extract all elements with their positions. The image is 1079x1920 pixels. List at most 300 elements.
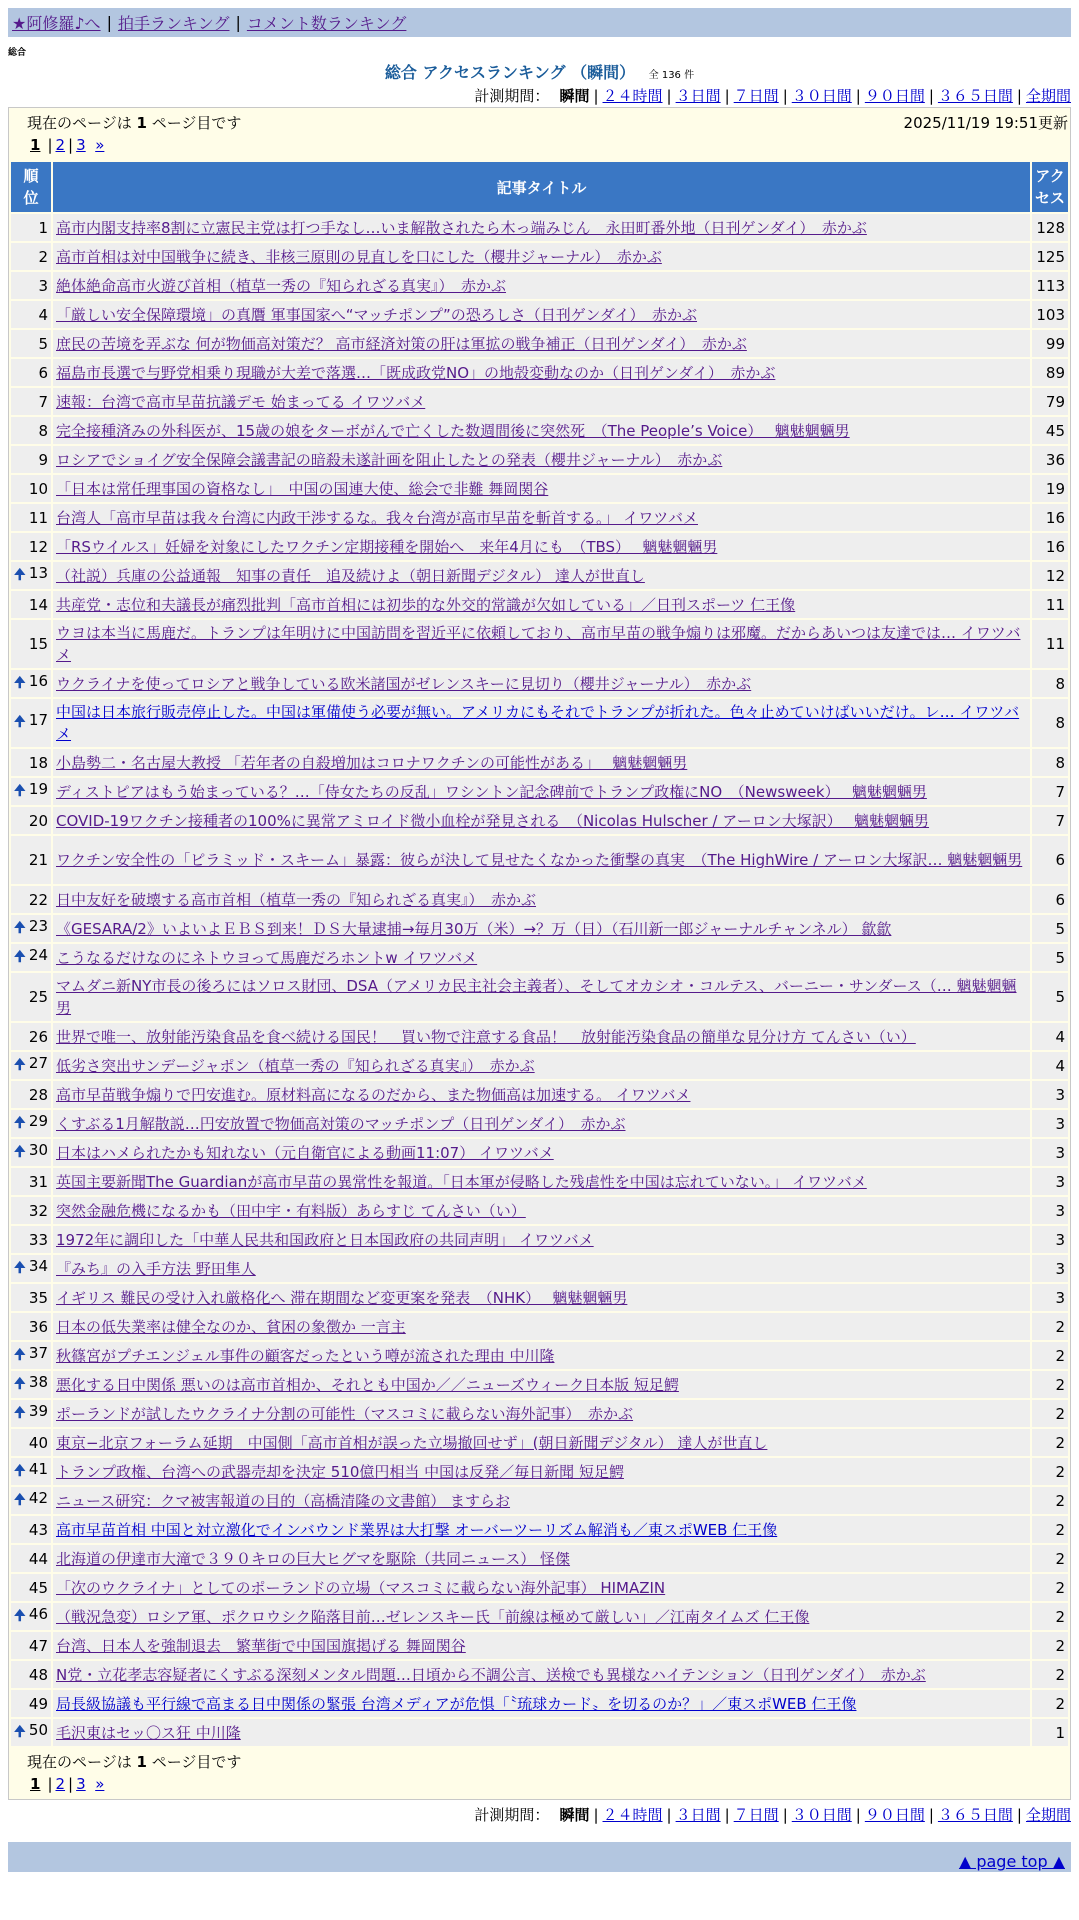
period-separator: | (593, 87, 599, 105)
access-count: 103 (1032, 301, 1068, 328)
title-cell (53, 749, 1030, 776)
rank-up-arrow-icon: 🠉 (14, 1259, 26, 1276)
article-title-link[interactable]: （社説）兵庫の公益通報 知事の責任 追及続けよ（朝日新聞デジタル） 達人が世直し (56, 566, 645, 585)
access-count: 11 (1032, 591, 1068, 618)
title-cell (53, 670, 1030, 697)
rank-up-arrow-icon: 🠉 (14, 1723, 26, 1740)
rank-number: 22 (28, 890, 48, 909)
article-title-link[interactable]: 英国主要新聞The Guardianが高市早苗の異常性を報道。「日本軍が侵略した残虐性を中国は忘れていない。」 イワツバメ (56, 1172, 867, 1191)
nav-separator: | (235, 13, 241, 32)
article-title-link[interactable]: 局長級協議も平行線で高まる日中関係の緊張 台湾メディアが危惧「〝琉球カード〟を切るのか？」／東スポWEB 仁王像 (56, 1694, 857, 1713)
current-page-text: 現在のページは 1 ページ目です (27, 1753, 242, 1771)
access-count: 2 (1032, 1458, 1068, 1485)
rank-up-arrow-icon: 🠉 (14, 1143, 26, 1160)
period-option-link[interactable]: 全期間 (1025, 1806, 1071, 1824)
rank-number: 33 (28, 1230, 48, 1249)
access-count: 2 (1032, 1429, 1068, 1456)
pager-next-link[interactable]: » (95, 136, 105, 154)
period-option-link[interactable]: ７日間 (733, 1806, 779, 1824)
article-title-link[interactable]: 「次のウクライナ」としてのポーランドの立場（マスコミに載らない海外記事） HIMAZIN (56, 1578, 666, 1597)
rank-number: 35 (28, 1288, 48, 1307)
article-title-link[interactable]: ワクチン安全性の「ピラミッド・スキーム」暴露：彼らが決して見せたくなかった衝撃の真実 （The HighWire / アーロン大塚訳… 魑魅魍魎男 (56, 851, 1023, 869)
pager-current: 1 (30, 136, 41, 154)
table-row (11, 1371, 1068, 1398)
rank-number: 47 (28, 1636, 48, 1655)
article-title-link[interactable]: ロシアでショイグ安全保障会議書記の暗殺未遂計画を阻止したとの発表（櫻井ジャーナル） 赤かぶ (56, 450, 723, 469)
access-count: 2 (1032, 1603, 1068, 1630)
article-title-link[interactable]: 速報：台湾で高市早苗抗議デモ 始まってる イワツバメ (56, 392, 426, 411)
rank-number: 40 (28, 1433, 48, 1452)
article-title-link[interactable]: 小島勢二・名古屋大教授 「若年者の自殺増加はコロナワクチンの可能性がある」 魑魅魍魎男 (56, 753, 688, 772)
title-cell (53, 388, 1030, 415)
period-option-current: 瞬間 (559, 87, 590, 105)
access-count: 89 (1032, 359, 1068, 386)
title-cell (53, 1139, 1030, 1166)
access-count: 8 (1032, 670, 1068, 697)
article-title-link[interactable]: 秋篠宮がプチエンジェル事件の顧客だったという噂が流された理由 中川隆 (56, 1346, 555, 1365)
article-title-link[interactable]: 絶体絶命高市火遊び首相（植草一秀の『知られざる真実』） 赤かぶ (56, 276, 507, 295)
table-row (11, 214, 1068, 241)
period-separator: | (928, 1806, 934, 1824)
rank-up-arrow-icon: 🠉 (14, 674, 26, 691)
breadcrumb: 総合 (8, 48, 27, 58)
rank-number: 19 (28, 779, 48, 798)
title-cell (53, 1371, 1030, 1398)
article-title-link[interactable]: COVID-19ワクチン接種者の100%に異常アミロイド微小血栓が発見される （Nicolas Hulscher / アーロン大塚訳） 魑魅魍魎男 (56, 811, 930, 830)
rank-cell (11, 1313, 51, 1340)
period-option-link[interactable]: ３６５日間 (937, 1806, 1013, 1824)
article-title-link[interactable]: 台湾、日本人を強制退去 繁華街で中国国旗掲げる 舞岡関谷 (56, 1636, 466, 1655)
rank-cell (11, 1458, 51, 1485)
rank-number: 46 (28, 1604, 48, 1623)
title-cell (53, 1429, 1030, 1456)
title-cell (53, 1197, 1030, 1224)
access-count: 4 (1032, 1023, 1068, 1050)
rank-number: 14 (28, 595, 48, 614)
title-cell (53, 1603, 1030, 1630)
rank-up-arrow-icon: 🠉 (14, 1607, 26, 1624)
article-title-link[interactable]: ウクライナを使ってロシアと戦争している欧米諸国がゼレンスキーに見切り（櫻井ジャーナル） 赤かぶ (56, 674, 752, 693)
access-count: 2 (1032, 1371, 1068, 1398)
rank-number: 48 (28, 1665, 48, 1684)
table-row (11, 1458, 1068, 1485)
table-row (11, 1342, 1068, 1369)
article-title-link[interactable]: 「日本は常任理事国の資格なし」 中国の国連大使、総会で非難 舞岡関谷 (56, 479, 549, 498)
rank-cell (11, 1632, 51, 1659)
access-count: 16 (1032, 504, 1068, 531)
pager-page-link[interactable]: 3 (76, 136, 86, 154)
rank-cell (11, 699, 51, 747)
table-row (11, 417, 1068, 444)
rank-cell (11, 1110, 51, 1137)
period-option-link[interactable]: ３日間 (675, 87, 721, 105)
access-count: 2 (1032, 1400, 1068, 1427)
article-title-link[interactable]: イギリス 難民の受け入れ厳格化へ 滞在期間など変更案を発表 （NHK） 魑魅魍魎男 (56, 1288, 628, 1307)
access-count: 5 (1032, 915, 1068, 942)
access-count: 2 (1032, 1487, 1068, 1514)
table-row (11, 1661, 1068, 1688)
table-row (11, 749, 1068, 776)
access-count: 16 (1032, 533, 1068, 560)
article-title-link[interactable]: 世界で唯一、放射能汚染食品を食べ続ける国民！ 買い物で注意する食品！ 放射能汚染食品の簡単な見分け方 てんさい（い） (56, 1027, 916, 1046)
article-title-link[interactable]: 毛沢東はセッ〇ス狂 中川隆 (56, 1723, 241, 1742)
rank-cell (11, 1023, 51, 1050)
period-separator: | (666, 87, 672, 105)
period-option-current: 瞬間 (559, 1806, 590, 1824)
access-count: 5 (1032, 973, 1068, 1021)
rank-number: 10 (28, 479, 48, 498)
title-cell (53, 1284, 1030, 1311)
table-row (11, 591, 1068, 618)
pager-page-link[interactable]: 2 (55, 1775, 66, 1793)
table-row (11, 1197, 1068, 1224)
access-count: 11 (1032, 620, 1068, 668)
ranking-box (8, 107, 1071, 1800)
access-count: 2 (1032, 1342, 1068, 1369)
table-row (11, 1139, 1068, 1166)
rank-number: 21 (28, 851, 48, 869)
rank-cell (11, 973, 51, 1021)
table-row (11, 1168, 1068, 1195)
rank-number: 50 (28, 1720, 48, 1739)
title-cell (53, 778, 1030, 805)
title-cell (53, 1255, 1030, 1282)
rank-number: 17 (28, 711, 48, 729)
title-cell (53, 1632, 1030, 1659)
access-count: 36 (1032, 446, 1068, 473)
article-title-link[interactable]: 庶民の苦境を弄ぶな 何が物価高対策だ？ 高市経済対策の肝は軍拡の戦争補正（日刊ゲンダイ） 赤かぶ (56, 334, 747, 353)
rank-cell (11, 591, 51, 618)
rank-up-arrow-icon: 🠉 (14, 566, 26, 583)
rank-number: 23 (28, 916, 48, 935)
rank-cell (11, 1400, 51, 1427)
current-page-text: 現在のページは 1 ページ目です (27, 114, 242, 132)
comment-ranking-link[interactable]: コメント数ランキング (246, 14, 407, 33)
period-option-link[interactable]: 全期間 (1025, 87, 1071, 105)
title-cell (53, 562, 1030, 589)
title-cell (53, 1487, 1030, 1514)
rank-up-arrow-icon: 🠉 (14, 1462, 26, 1479)
rank-number: 27 (28, 1053, 48, 1072)
access-count: 113 (1032, 272, 1068, 299)
rank-up-arrow-icon: 🠉 (14, 1404, 26, 1421)
article-title-link[interactable]: こうなるだけなのにネトウヨって馬鹿だろホントw イワツバメ (56, 948, 478, 967)
title-cell (53, 1719, 1030, 1746)
period-separator: | (724, 1806, 730, 1824)
footer-bar (8, 1842, 1071, 1872)
article-title-link[interactable]: 『みち』の入手方法 野田隼人 (56, 1259, 256, 1278)
article-title-link[interactable]: ウヨは本当に馬鹿だ。トランプは年明けに中国訪問を習近平に依頼しており、高市早苗の戦争煽りは邪魔。だからあいつは友達では… イワツバメ (56, 624, 1021, 664)
article-title-link[interactable]: 「厳しい安全保障環境」の真贋 軍事国家へ“マッチポンプ”の恐ろしさ（日刊ゲンダイ） 赤かぶ (56, 305, 698, 324)
access-count: 7 (1032, 778, 1068, 805)
title-cell (53, 214, 1030, 241)
rank-number: 45 (28, 1578, 48, 1597)
article-title-link[interactable]: 日本の低失業率は健全なのか、貧困の象徴か 一言主 (56, 1317, 406, 1336)
title-cell (53, 591, 1030, 618)
title-cell (53, 1110, 1030, 1137)
rank-up-arrow-icon: 🠉 (14, 1375, 26, 1392)
period-separator: | (782, 87, 788, 105)
table-row (11, 699, 1068, 747)
access-count: 3 (1032, 1255, 1068, 1282)
rank-number: 31 (28, 1172, 48, 1191)
pager-top (26, 134, 1070, 156)
access-count: 2 (1032, 1632, 1068, 1659)
article-title-link[interactable]: 悪化する日中関係 悪いのは高市首相か、それとも中国か／／ニューズウィーク日本版 短足鰐 (56, 1375, 679, 1394)
period-option-link[interactable]: ９０日間 (864, 1806, 925, 1824)
article-title-link[interactable]: 東京−北京フォーラム延期 中国側「高市首相が誤った立場撤回せず」(朝日新聞デジタル） 達人が世直し (56, 1433, 768, 1452)
table-row (11, 620, 1068, 668)
title-cell (53, 446, 1030, 473)
article-title-link[interactable]: 完全接種済みの外科医が、15歳の娘をターボがんで亡くした数週間後に突然死 （The People’s Voice） 魑魅魍魎男 (56, 421, 850, 440)
rank-cell (11, 243, 51, 270)
rank-cell (11, 915, 51, 942)
table-row (11, 915, 1068, 942)
applause-ranking-link[interactable]: 拍手ランキング (117, 14, 230, 33)
rank-up-arrow-icon: 🠉 (14, 1114, 26, 1131)
rank-number: 44 (28, 1549, 48, 1568)
rank-number: 9 (38, 450, 48, 469)
article-title-link[interactable]: 中国は日本旅行販売停止した。中国は軍備使う必要が無い。アメリカにもそれでトランプが折れた。色々止めていけばいいだけ。レ… イワツバメ (56, 703, 1020, 743)
rank-cell (11, 1371, 51, 1398)
rank-cell (11, 1516, 51, 1543)
rank-number: 2 (38, 247, 48, 266)
table-row (11, 562, 1068, 589)
rank-cell (11, 1139, 51, 1166)
table-row (11, 1400, 1068, 1427)
rank-cell (11, 1081, 51, 1108)
rank-cell (11, 1255, 51, 1282)
period-option-link[interactable]: ３６５日間 (937, 87, 1013, 105)
table-row (11, 388, 1068, 415)
rank-number: 41 (28, 1459, 48, 1478)
article-title-link[interactable]: 共産党・志位和夫議長が痛烈批判「高市首相には初歩的な外交的常識が欠如している」／日刊スポーツ 仁王像 (56, 595, 796, 614)
access-count: 6 (1032, 886, 1068, 913)
title-cell (53, 1023, 1030, 1050)
rank-number: 25 (28, 988, 48, 1006)
access-count: 8 (1032, 749, 1068, 776)
period-separator: | (724, 87, 730, 105)
title-cell (53, 1574, 1030, 1601)
rank-cell (11, 1284, 51, 1311)
rank-cell (11, 330, 51, 357)
rank-cell (11, 301, 51, 328)
table-row (11, 886, 1068, 913)
rank-number: 15 (28, 635, 48, 653)
article-title-link[interactable]: 《GESARA/2》いよいよＥＢＳ到来！ＤＳ大量逮捕→毎月30万（米）→？万（日）（石川新一郎ジャーナルチャンネル） 歙歙 (56, 919, 892, 938)
access-count: 128 (1032, 214, 1068, 241)
article-title-link[interactable]: 日本はハメられたかも知れない（元自衛官による動画11:07） イワツバメ (56, 1143, 554, 1162)
access-count: 1 (1032, 1719, 1068, 1746)
title-cell (53, 1168, 1030, 1195)
article-title-link[interactable]: ディストピアはもう始まっている？…「侍女たちの反乱」ワシントン記念碑前でトランプ政権にNO （Newsweek） 魑魅魍魎男 (56, 782, 927, 801)
table-row (11, 973, 1068, 1021)
page-title (8, 63, 1071, 83)
table-row (11, 1487, 1068, 1514)
rank-cell (11, 272, 51, 299)
rank-cell (11, 1429, 51, 1456)
access-count: 79 (1032, 388, 1068, 415)
rank-number: 8 (38, 421, 48, 440)
period-option-link[interactable]: ２４時間 (602, 1806, 663, 1824)
access-count: 3 (1032, 1226, 1068, 1253)
article-title-link[interactable]: N党・立花孝志容疑者にくすぶる深刻メンタル問題…日頃から不調公言、送検でも異様なハイテンション（日刊ゲンダイ） 赤かぶ (56, 1665, 926, 1684)
access-count: 3 (1032, 1110, 1068, 1137)
pager-separator: | (47, 136, 53, 154)
table-row (11, 359, 1068, 386)
pager-next-link[interactable]: » (95, 1775, 105, 1793)
article-title-link[interactable]: マムダニ新NY市長の後ろにはソロス財団、DSA（アメリカ民主社会主義者）、そしてオカシオ・コルテス、バーニー・サンダース（… 魑魅魍魎男 (56, 977, 1017, 1017)
table-row (11, 1574, 1068, 1601)
table-row (11, 301, 1068, 328)
period-option-link[interactable]: ３０日間 (791, 87, 852, 105)
access-count: 45 (1032, 417, 1068, 444)
article-title-link[interactable]: ニュース研究：クマ被害報道の目的（高橋清隆の文書館） ますらお (56, 1491, 511, 1510)
access-count: 2 (1032, 1516, 1068, 1543)
period-option-link[interactable]: ７日間 (733, 87, 779, 105)
rank-cell (11, 1052, 51, 1079)
rank-up-arrow-icon: 🠉 (14, 948, 26, 965)
article-title-link[interactable]: 低劣さ突出サンデージャポン（植草一秀の『知られざる真実』） 赤かぶ (56, 1056, 535, 1075)
rank-cell (11, 1603, 51, 1630)
rank-cell (11, 670, 51, 697)
status-bar-top (9, 108, 1070, 160)
rank-cell (11, 388, 51, 415)
period-selector-top (8, 85, 1071, 107)
article-title-link[interactable]: 台湾人「高市早苗は我々台湾に内政干渉するな。我々台湾が高市早苗を斬首する。」 イワツバメ (56, 508, 698, 527)
rank-cell (11, 1661, 51, 1688)
page-top-link[interactable]: ▲ page top ▲ (958, 1852, 1065, 1871)
rank-cell (11, 417, 51, 444)
access-count: 2 (1032, 1661, 1068, 1688)
rank-up-arrow-icon: 🠉 (14, 1491, 26, 1508)
rank-cell (11, 778, 51, 805)
article-title-link[interactable]: 高市早苗首相 中国と対立激化でインバウンド業界は大打撃 オーバーツーリズム解消も／東スポWEB 仁王像 (56, 1520, 778, 1539)
ranking-table (9, 160, 1070, 1748)
article-title-link[interactable]: 日中友好を破壊する高市首相（植草一秀の『知られざる真実』） 赤かぶ (56, 890, 537, 909)
article-title-link[interactable]: 福島市長選で与野党相乗り現職が大差で落選…「既成政党NO」の地殻変動なのか（日刊ゲンダイ） 赤かぶ (56, 363, 776, 382)
rank-number: 49 (28, 1694, 48, 1713)
access-count: 3 (1032, 1081, 1068, 1108)
article-title-link[interactable]: 突然金融危機になるかも（田中宇・有料版）あらすじ てんさい（い） (56, 1201, 526, 1220)
rank-number: 37 (28, 1343, 48, 1362)
period-option-link[interactable]: ９０日間 (864, 87, 925, 105)
article-title-link[interactable]: （戦況急変）ロシア軍、ポクロウシク陥落目前…ゼレンスキー氏「前線は極めて厳しい」／江南タイムズ 仁王像 (56, 1607, 810, 1626)
rank-cell (11, 1168, 51, 1195)
rank-cell (11, 807, 51, 834)
article-title-link[interactable]: 高市内閣支持率8割に立憲民主党は打つ手なし…いま解散されたら木っ端みじん 永田町番外地（日刊ゲンダイ） 赤かぶ (56, 218, 867, 237)
title-cell (53, 807, 1030, 834)
rank-up-arrow-icon: 🠉 (14, 1346, 26, 1363)
access-count: 2 (1032, 1313, 1068, 1340)
table-row (11, 1081, 1068, 1108)
rank-up-arrow-icon: 🠉 (14, 782, 26, 799)
title-cell (53, 886, 1030, 913)
article-title-link[interactable]: 北海道の伊達市大滝で３９０キロの巨大ヒグマを駆除（共同ニュース） 怪傑 (56, 1549, 571, 1568)
title-header: 記事タイトル (53, 162, 1030, 212)
table-row (11, 330, 1068, 357)
period-option-link[interactable]: ２４時間 (602, 87, 663, 105)
article-title-link[interactable]: 高市早苗戦争煽りで円安進む。原材料高になるのだから、また物価高は加速する。 イワツバメ (56, 1085, 691, 1104)
period-separator: | (855, 87, 861, 105)
title-cell (53, 836, 1030, 884)
article-title-link[interactable]: 1972年に調印した「中華人民共和国政府と日本国政府の共同声明」 イワツバメ (56, 1230, 594, 1249)
title-cell (53, 1545, 1030, 1572)
title-cell (53, 1226, 1030, 1253)
title-cell (53, 504, 1030, 531)
rank-cell (11, 504, 51, 531)
period-label: 計測期間： (474, 87, 550, 105)
article-title-link[interactable]: 「RSウイルス」妊婦を対象にしたワクチン定期接種を開始へ 来年4月にも （TBS） 魑魅魍魎男 (56, 537, 718, 556)
rank-number: 32 (28, 1201, 48, 1220)
rank-cell (11, 562, 51, 589)
access-count: 5 (1032, 944, 1068, 971)
pager-current: 1 (30, 1775, 41, 1793)
article-title-link[interactable]: ポーランドが試したウクライナ分割の可能性（マスコミに載らない海外記事） 赤かぶ (56, 1404, 634, 1423)
access-count: 7 (1032, 807, 1068, 834)
title-cell (53, 1400, 1030, 1427)
table-row (11, 446, 1068, 473)
rank-number: 20 (28, 811, 48, 830)
access-count: 19 (1032, 475, 1068, 502)
table-row (11, 1690, 1068, 1717)
rank-number: 18 (28, 753, 48, 772)
rank-cell (11, 1487, 51, 1514)
rank-number: 1 (38, 218, 48, 237)
table-row (11, 1429, 1068, 1456)
rank-cell (11, 446, 51, 473)
title-cell (53, 1052, 1030, 1079)
access-count: 99 (1032, 330, 1068, 357)
title-cell (53, 330, 1030, 357)
title-cell (53, 973, 1030, 1021)
article-title-link[interactable]: くすぶる1月解散説…円安放置で物価高対策のマッチポンプ（日刊ゲンダイ） 赤かぶ (56, 1114, 626, 1133)
table-row (11, 1284, 1068, 1311)
rank-number: 30 (28, 1140, 48, 1159)
table-row (11, 1110, 1068, 1137)
pager-page-link[interactable]: 3 (76, 1775, 86, 1793)
rank-number: 16 (28, 671, 48, 690)
period-option-link[interactable]: ３０日間 (791, 1806, 852, 1824)
access-count: 2 (1032, 1690, 1068, 1717)
rank-number: 12 (28, 537, 48, 556)
pager-page-link[interactable]: 2 (55, 136, 66, 154)
home-link[interactable]: ★阿修羅♪へ (12, 14, 101, 33)
title-cell (53, 272, 1030, 299)
article-title-link[interactable]: トランプ政権、台湾への武器売却を決定 510億円相当 中国は反発／毎日新聞 短足鰐 (56, 1462, 624, 1481)
title-cell (53, 1081, 1030, 1108)
title-cell (53, 475, 1030, 502)
period-option-link[interactable]: ３日間 (675, 1806, 721, 1824)
access-count: 125 (1032, 243, 1068, 270)
pager-separator: | (47, 1775, 53, 1793)
table-row (11, 1255, 1068, 1282)
access-header: アク セス (1032, 162, 1068, 212)
access-count: 2 (1032, 1545, 1068, 1572)
page (8, 8, 1071, 1872)
article-title-link[interactable]: 高市首相は対中国戦争に続き、非核三原則の見直しを口にした（櫻井ジャーナル） 赤かぶ (56, 247, 662, 266)
period-separator: | (928, 87, 934, 105)
rank-number: 34 (28, 1256, 48, 1275)
rank-cell (11, 836, 51, 884)
rank-number: 29 (28, 1111, 48, 1130)
table-row (11, 1632, 1068, 1659)
rank-cell (11, 1226, 51, 1253)
rank-cell (11, 475, 51, 502)
table-row (11, 1052, 1068, 1079)
rank-cell (11, 359, 51, 386)
title-cell (53, 944, 1030, 971)
